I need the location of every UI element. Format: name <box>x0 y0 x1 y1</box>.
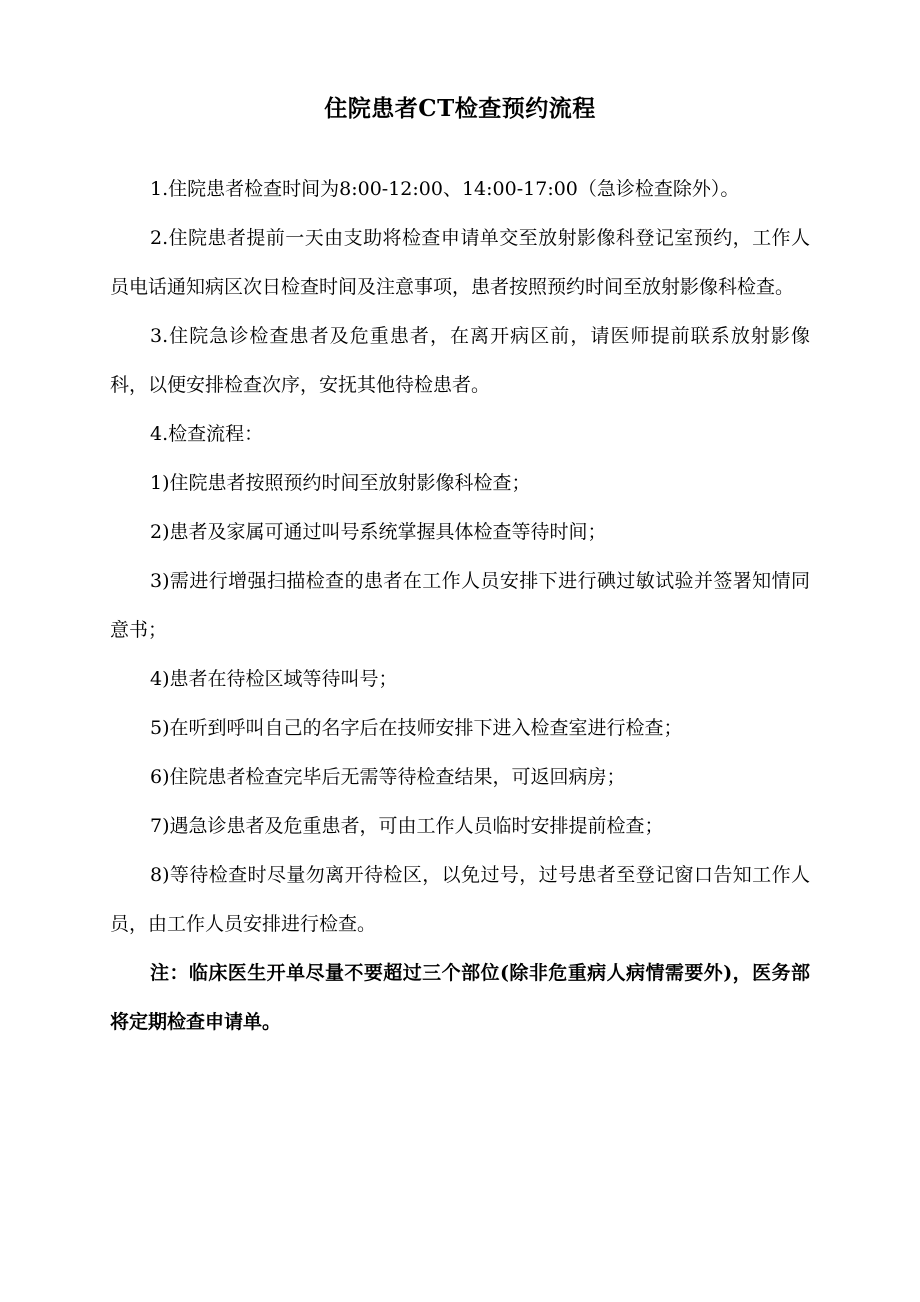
paragraph-procedure-heading: 4.检查流程： <box>150 423 264 445</box>
procedure-step-4: 4)患者在待检区域等待叫号； <box>150 668 398 690</box>
note-paragraph: 注：临床医生开单尽量不要超过三个部位(除非危重病人病情需要外)，医务部将定期检查申请单。 <box>110 962 810 1033</box>
procedure-step-6: 6)住院患者检查完毕后无需等待检查结果，可返回病房； <box>150 766 626 788</box>
procedure-step-8: 8)等待检查时尽量勿离开待检区，以免过号，过号患者至登记窗口告知工作人员，由工作人员安排进行检查。 <box>110 864 810 935</box>
procedure-step-7: 7)遇急诊患者及危重患者，可由工作人员临时安排提前检查； <box>150 815 664 837</box>
document-body <box>110 165 810 1047</box>
procedure-step-3: 3)需进行增强扫描检查的患者在工作人员安排下进行碘过敏试验并签署知情同意书； <box>110 570 810 641</box>
paragraph-advance-booking: 2.住院患者提前一天由支助将检查申请单交至放射影像科登记室预约，工作人员电话通知病区次日检查时间及注意事项，患者按照预约时间至放射影像科检查。 <box>110 227 810 298</box>
paragraph-exam-hours: 1.住院患者检查时间为8:00-12:00、14:00-17:00（急诊检查除外）。 <box>150 178 740 200</box>
paragraph-emergency-patients: 3.住院急诊检查患者及危重患者，在离开病区前，请医师提前联系放射影像科，以便安排检查次序，安抚其他待检患者。 <box>110 325 810 396</box>
procedure-step-5: 5)在听到呼叫自己的名字后在技师安排下进入检查室进行检查； <box>150 717 683 739</box>
document-title: 住院患者CT检查预约流程 <box>324 95 596 122</box>
procedure-step-2: 2)患者及家属可通过叫号系统掌握具体检查等待时间； <box>150 521 607 543</box>
procedure-step-1: 1)住院患者按照预约时间至放射影像科检查； <box>150 472 531 494</box>
